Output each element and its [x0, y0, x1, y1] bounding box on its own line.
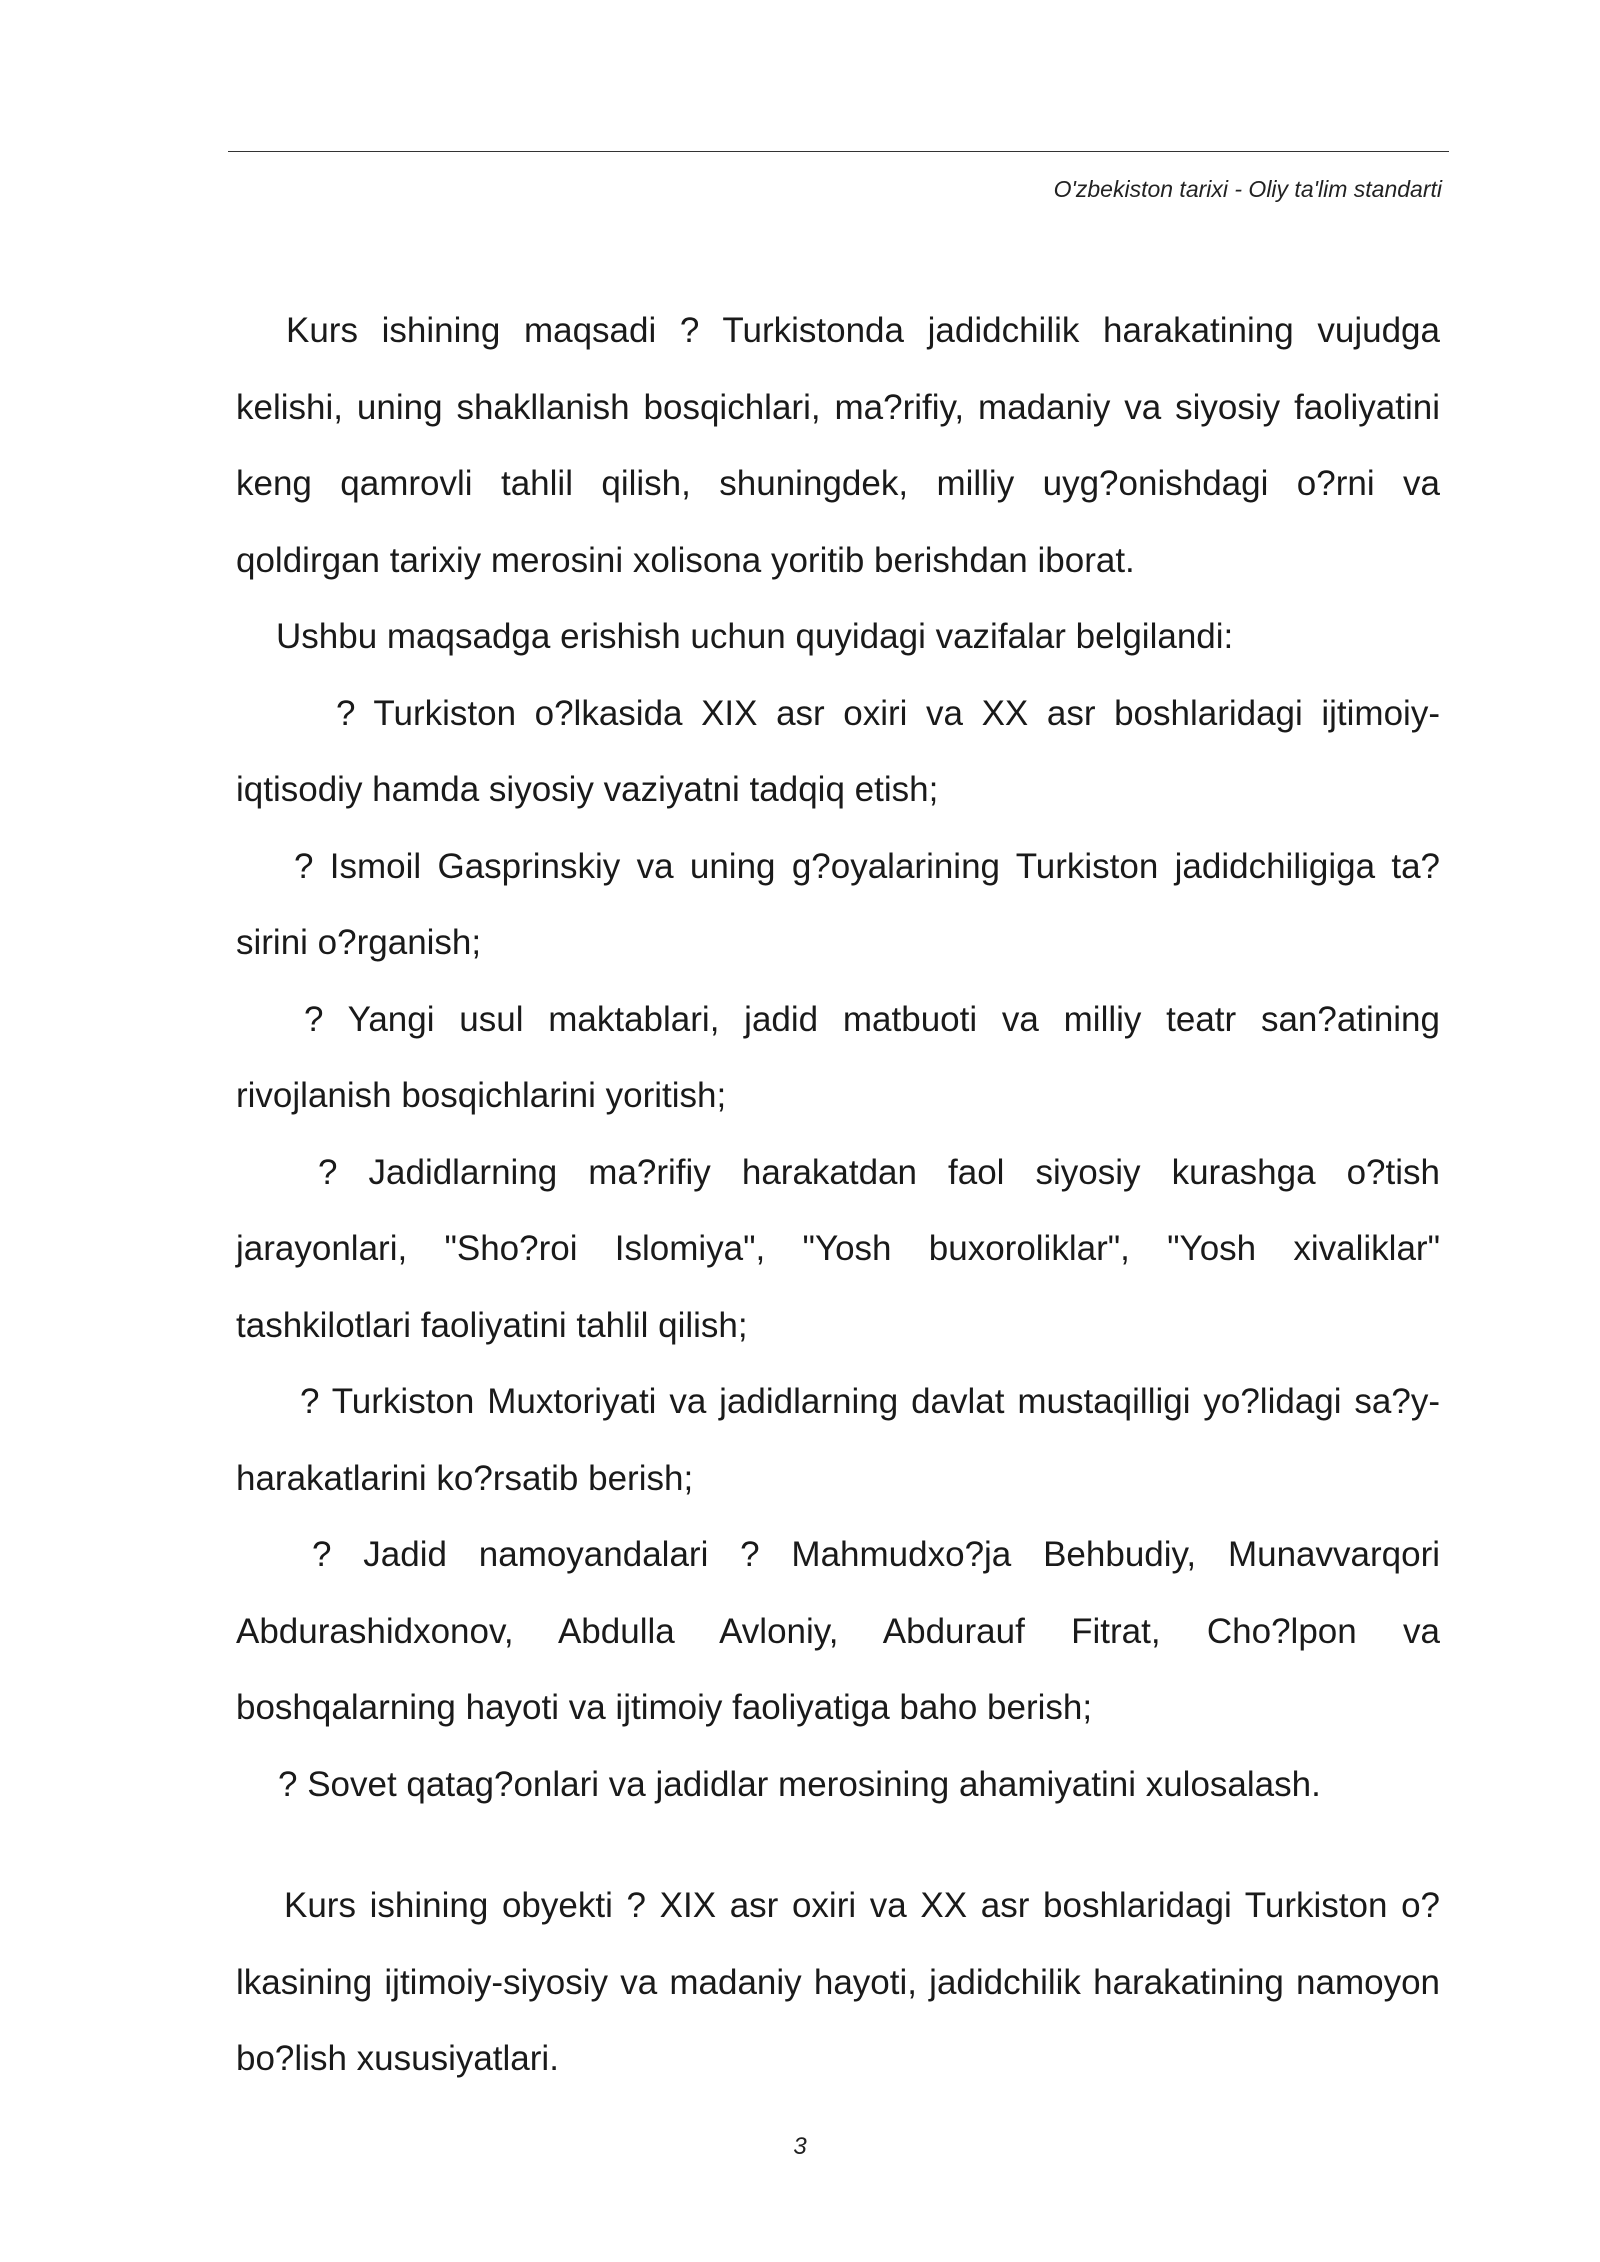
paragraph-object: Kurs ishining obyekti ? XIX asr oxiri va XX asr boshlaridagi Turkiston o?lkasining ijtimoiy-siyosiy va madaniy hayoti, jadidchilik harakatining namoyon bo?lish xususiyatlari.: [236, 1886, 1440, 2078]
list-item-task-5: ? Turkiston Muxtoriyati va jadidlarning davlat mustaqilligi yo?lidagi sa?y-harakatlarini ko?rsatib berish;: [236, 1382, 1440, 1498]
header-rule: [228, 151, 1449, 152]
list-item-task-3: ? Yangi usul maktablari, jadid matbuoti va milliy teatr san?atining rivojlanish bosqichlarini yoritish;: [236, 999, 1440, 1115]
paragraph-tasks-intro: Ushbu maqsadga erishish uchun quyidagi vazifalar belgilandi:: [276, 617, 1234, 656]
list-item-task-1: ? Turkiston o?lkasida XIX asr oxiri va XX asr boshlaridagi ijtimoiy-iqtisodiy hamda siyosiy vaziyatni tadqiq etish;: [236, 693, 1440, 809]
list-item-task-2: ? Ismoil Gasprinskiy va uning g?oyalarining Turkiston jadidchiligiga ta?sirini o?rganish;: [236, 846, 1440, 962]
list-item-task-4: ? Jadidlarning ma?rifiy harakatdan faol siyosiy kurashga o?tish jarayonlari, "Sho?roi Islomiya", "Yosh buxoroliklar", "Yosh xivaliklar" tashkilotlari faoliyatini tahlil qilish;: [236, 1152, 1440, 1345]
list-item-task-7: ? Sovet qatag?onlari va jadidlar merosining ahamiyatini xulosalash.: [278, 1764, 1321, 1804]
list-item-task-6: ? Jadid namoyandalari ? Mahmudxo?ja Behbudiy, Munavvarqori Abdurashidxonov, Abdulla Avloniy, Abdurauf Fitrat, Cho?lpon va boshqalarning hayoti va ijtimoiy faoliyatiga baho berish;: [236, 1535, 1440, 1727]
page-number: 3: [793, 2133, 807, 2160]
document-body: [236, 293, 1440, 2098]
running-header: O'zbekiston tarixi - Oliy ta'lim standarti: [1053, 176, 1442, 202]
paragraph-goal: Kurs ishining maqsadi ? Turkistonda jadidchilik harakatining vujudga kelishi, uning shakllanish bosqichlari, ma?rifiy, madaniy va siyosiy faoliyatini keng qamrovli tahlil qilish, shuningdek, milliy uyg?onishdagi o?rni va qoldirgan tarixiy merosini xolisona yoritib berishdan iborat.: [236, 311, 1440, 580]
